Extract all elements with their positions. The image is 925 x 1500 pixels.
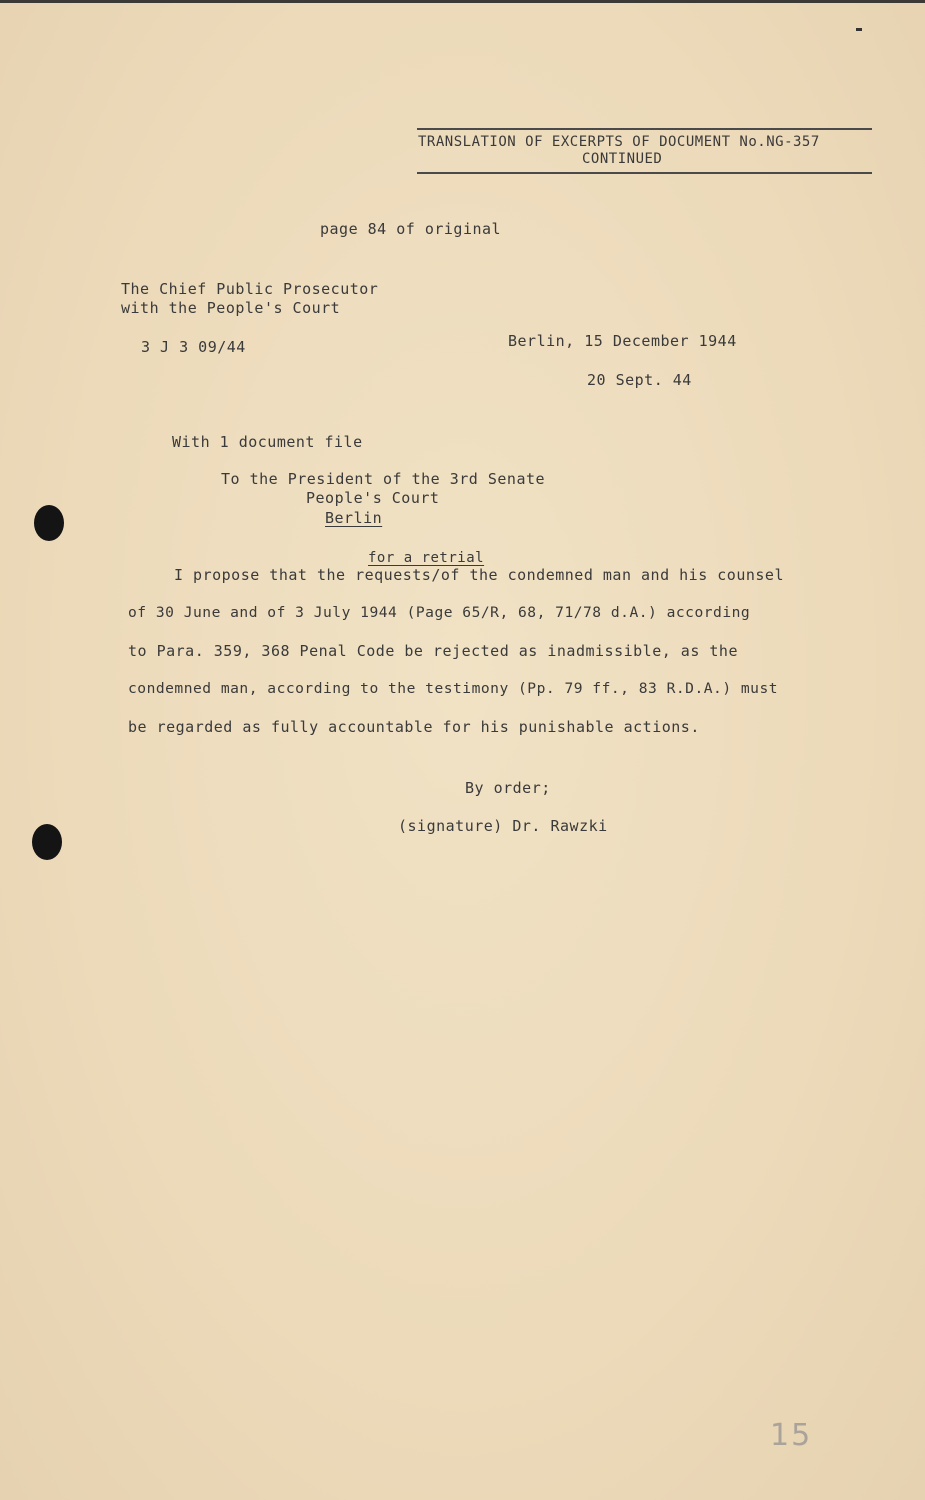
file-reference: 3 J 3 09/44	[141, 338, 246, 356]
ink-speck	[856, 28, 862, 31]
sender-line-2: with the People's Court	[121, 299, 341, 317]
handwritten-insertion: for a retrial	[368, 550, 485, 566]
secondary-date: 20 Sept. 44	[587, 371, 692, 389]
scan-top-edge	[0, 0, 925, 3]
body-line-3: to Para. 359, 368 Penal Code be rejected as inadmissible, as the	[128, 642, 738, 660]
sender-line-1: The Chief Public Prosecutor	[121, 280, 379, 298]
signature-line: (signature) Dr. Rawzki	[398, 817, 608, 835]
body-line-1: I propose that the requests/of the condemned man and his counsel	[174, 566, 784, 584]
body-line-4: condemned man, according to the testimony (Pp. 79 ff., 83 R.D.A.) must	[128, 680, 779, 697]
addressee-line-2: People's Court	[306, 489, 440, 507]
header-rule-top	[417, 128, 872, 130]
header-rule-bottom	[417, 172, 872, 174]
punch-hole	[34, 505, 64, 541]
punch-hole	[32, 824, 62, 860]
enclosure-note: With 1 document file	[172, 433, 363, 451]
addressee-line-1: To the President of the 3rd Senate	[221, 470, 546, 488]
place-date: Berlin, 15 December 1944	[508, 332, 737, 350]
header-line-1: TRANSLATION OF EXCERPTS OF DOCUMENT No.NG-357	[418, 134, 820, 150]
page-number: 15	[770, 1418, 813, 1453]
page-reference: page 84 of original	[320, 220, 502, 238]
header-line-2: CONTINUED	[582, 151, 663, 167]
addressee-line-3: Berlin	[325, 509, 383, 527]
closing: By order;	[465, 779, 551, 797]
body-line-5: be regarded as fully accountable for his punishable actions.	[128, 718, 700, 736]
body-line-2: of 30 June and of 3 July 1944 (Page 65/R, 68, 71/78 d.A.) according	[128, 604, 751, 621]
